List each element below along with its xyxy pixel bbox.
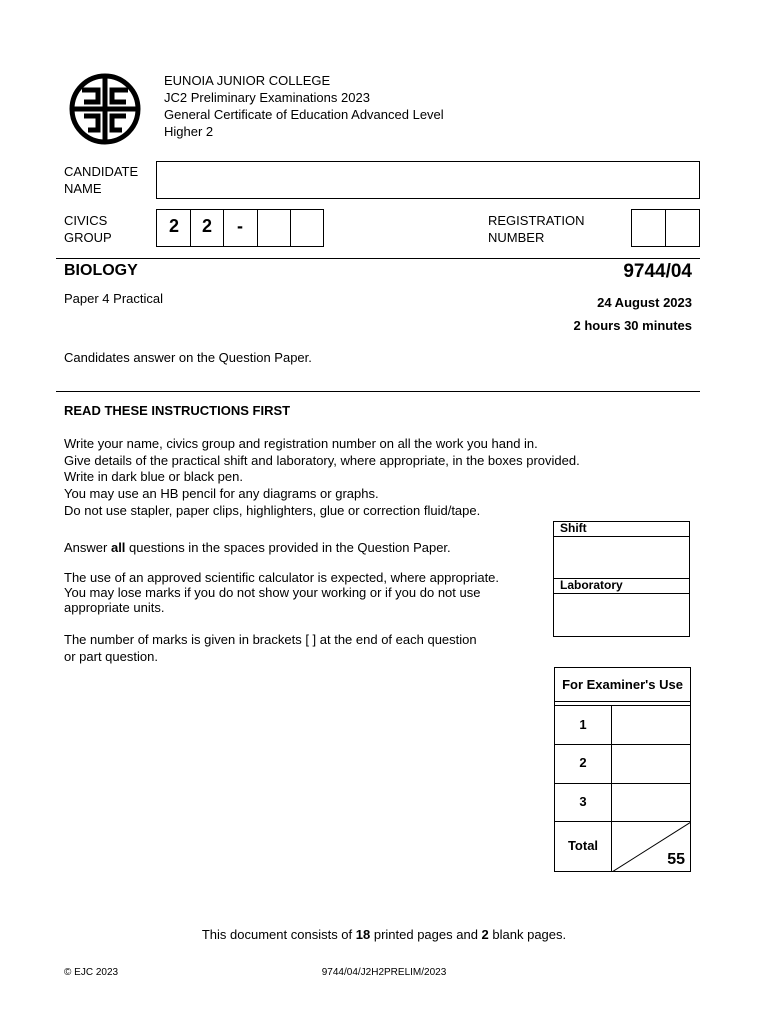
college-logo [68,72,142,146]
laboratory-label: Laboratory [560,578,623,592]
page-count-statement: This document consists of 18 printed pages and 2 blank pages. [201,927,567,942]
civics-divider [290,209,291,247]
registration-label-2: NUMBER [488,230,545,245]
divider [553,536,690,537]
exam-duration: 2 hours 30 minutes [573,318,692,333]
civics-digit: - [237,216,243,236]
examiner-row-label: 3 [579,794,587,809]
certificate-name: General Certificate of Education Advanced Level [164,107,444,122]
instruction-line: Write in dark blue or black pen. [64,469,243,485]
candidate-name-label-1: CANDIDATE [64,164,139,179]
exam-name: JC2 Preliminary Examinations 2023 [164,90,370,105]
candidate-name-label-2: NAME [64,181,102,196]
divider [554,744,691,745]
divider [553,593,690,594]
examiner-row-label: 2 [579,755,587,770]
total-marks: 55 [667,851,685,868]
working-instruction: You may lose marks if you do not show your working or if you do not use [64,585,481,600]
instruction-line: Do not use stapler, paper clips, highlighters, glue or correction fluid/tape. [64,502,481,518]
registration-label-1: REGISTRATION [488,213,585,228]
civics-group-label-2: GROUP [64,230,112,245]
divider [554,701,691,702]
exam-date: 24 August 2023 [597,295,692,310]
civics-digit: 2 [168,216,179,236]
college-name: EUNOIA JUNIOR COLLEGE [164,73,331,88]
answer-on-paper: Candidates answer on the Question Paper. [64,350,312,365]
paper-name: Paper 4 Practical [64,291,163,306]
shift-field[interactable] [555,538,688,577]
registration-divider [665,209,666,247]
calculator-instruction: The use of an approved scientific calculator is expected, where appropriate. [64,570,500,585]
civics-group-label-1: CIVICS [64,213,108,228]
units-instruction: appropriate units. [64,600,165,615]
shift-label: Shift [560,521,587,535]
divider [554,783,691,784]
divider [56,391,700,392]
candidate-name-field[interactable] [156,161,700,199]
subject-title: BIOLOGY [64,262,138,279]
marks-instruction: The number of marks is given in brackets [ ] at the end of each question [64,632,477,647]
examiner-table-title: For Examiner's Use [562,677,683,692]
answer-all-instruction: Answer all questions in the spaces provided in the Question Paper. [64,540,451,555]
copyright: © EJC 2023 [64,967,119,978]
divider [56,258,700,259]
divider [554,705,691,706]
civics-digit: 2 [201,216,212,236]
instruction-line: Give details of the practical shift and laboratory, where appropriate, in the boxes provided. [64,452,580,468]
examiner-row-label: 1 [579,717,587,732]
paper-code: 9744/04 [623,261,692,282]
instructions-heading: READ THESE INSTRUCTIONS FIRST [64,403,291,418]
civics-divider [257,209,258,247]
examiner-total-label: Total [567,838,599,853]
document-reference: 9744/04/J2H2PRELIM/2023 [321,967,447,978]
laboratory-field[interactable] [555,595,688,635]
instruction-line: You may use an HB pencil for any diagrams or graphs. [64,486,379,502]
level-name: Higher 2 [164,124,214,139]
marks-instruction: or part question. [64,649,158,664]
instruction-line: Write your name, civics group and registration number on all the work you hand in. [64,436,538,451]
